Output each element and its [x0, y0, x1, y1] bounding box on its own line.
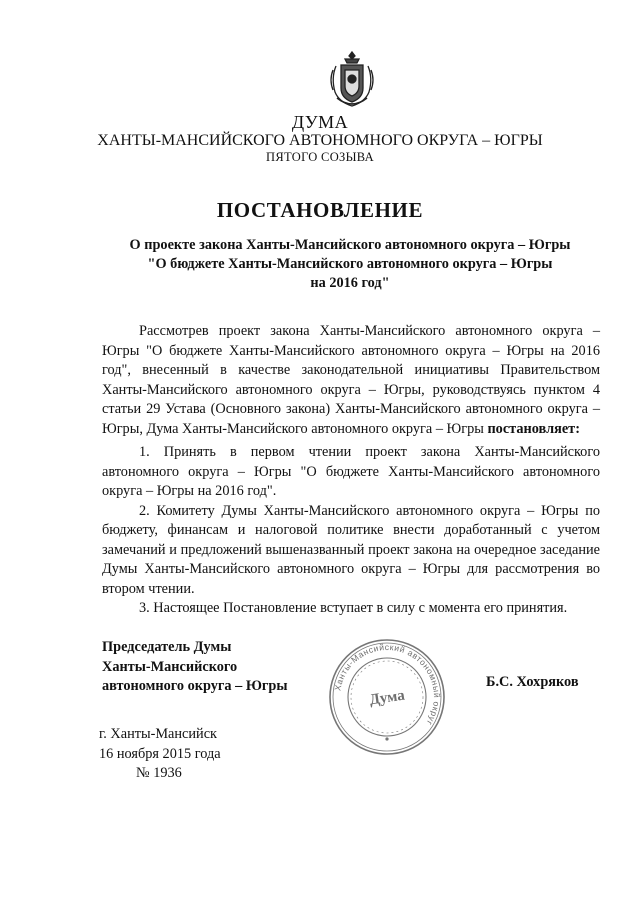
- coat-of-arms-icon: [327, 48, 377, 110]
- signatory-name: Б.С. Хохряков: [486, 674, 579, 690]
- position-line: Ханты-Мансийского: [102, 658, 238, 675]
- preamble-text: Рассмотрев проект закона Ханты-Мансийского автономного округа – Югры "О бюджете Ханты-Мансийского автономного округа – Югры на 2016 год", внесенный в качестве законодательной инициативы Правительством Ханты-Мансийского автономного округа – Югры, руководствуясь пунктом 4 статьи 29 Устава (Основного закона) Ханты-Мансийского автономного округа – Югры, Дума Ханты-Мансийского автономного округа – Югры: [102, 323, 600, 437]
- stamp-ring-text: Ханты-Мансийский автономный округ: [332, 641, 443, 728]
- document-type: ПОСТАНОВЛЕНИЕ: [216, 198, 424, 222]
- official-stamp: [326, 636, 448, 758]
- convocation-heading: ПЯТОГО СОЗЫВА: [266, 150, 374, 164]
- preamble-verb: постановляет:: [487, 420, 580, 437]
- title-line: "О бюджете Ханты-Мансийского автономного округа – Югры: [147, 256, 553, 272]
- title-line: на 2016 год": [310, 275, 390, 291]
- position-line: Председатель Думы: [102, 639, 232, 655]
- place-and-date: [99, 725, 221, 784]
- date: 16 ноября 2015 года: [99, 745, 221, 762]
- title-line: О проекте закона Ханты-Мансийского автономного округа – Югры: [129, 237, 571, 253]
- duma-heading: ДУМА: [291, 112, 349, 132]
- resolution-item-3: 3. Настоящее Постановление вступает в силу с момента его принятия.: [139, 600, 568, 616]
- signatory-position: [102, 638, 288, 697]
- resolution-item-2: 2. Комитету Думы Ханты-Мансийского автономного округа – Югры по бюджету, финансам и налоговой политике внести доработанный с учетом замечаний и предложений вышеназванный проект закона на очередное заседание Думы Ханты-Мансийского автономного округа – Югры для рассмотрения во втором чтении.: [102, 502, 600, 597]
- resolution-items: [102, 443, 600, 619]
- place: г. Ханты-Мансийск: [99, 726, 217, 742]
- stamp-center-text: Дума: [368, 687, 406, 709]
- preamble-paragraph: [102, 322, 600, 439]
- resolution-item-1: 1. Принять в первом чтении проект закона Ханты-Мансийского автономного округа – Югры "О бюджете Ханты-Мансийского автономного округа – Югры на 2016 год".: [102, 444, 600, 499]
- position-line: автономного округа – Югры: [102, 678, 288, 694]
- document-title: [90, 236, 610, 293]
- okrug-heading: ХАНТЫ-МАНСИЙСКОГО АВТОНОМНОГО ОКРУГА – ЮГРЫ: [97, 132, 543, 149]
- document-number: № 1936: [136, 765, 182, 781]
